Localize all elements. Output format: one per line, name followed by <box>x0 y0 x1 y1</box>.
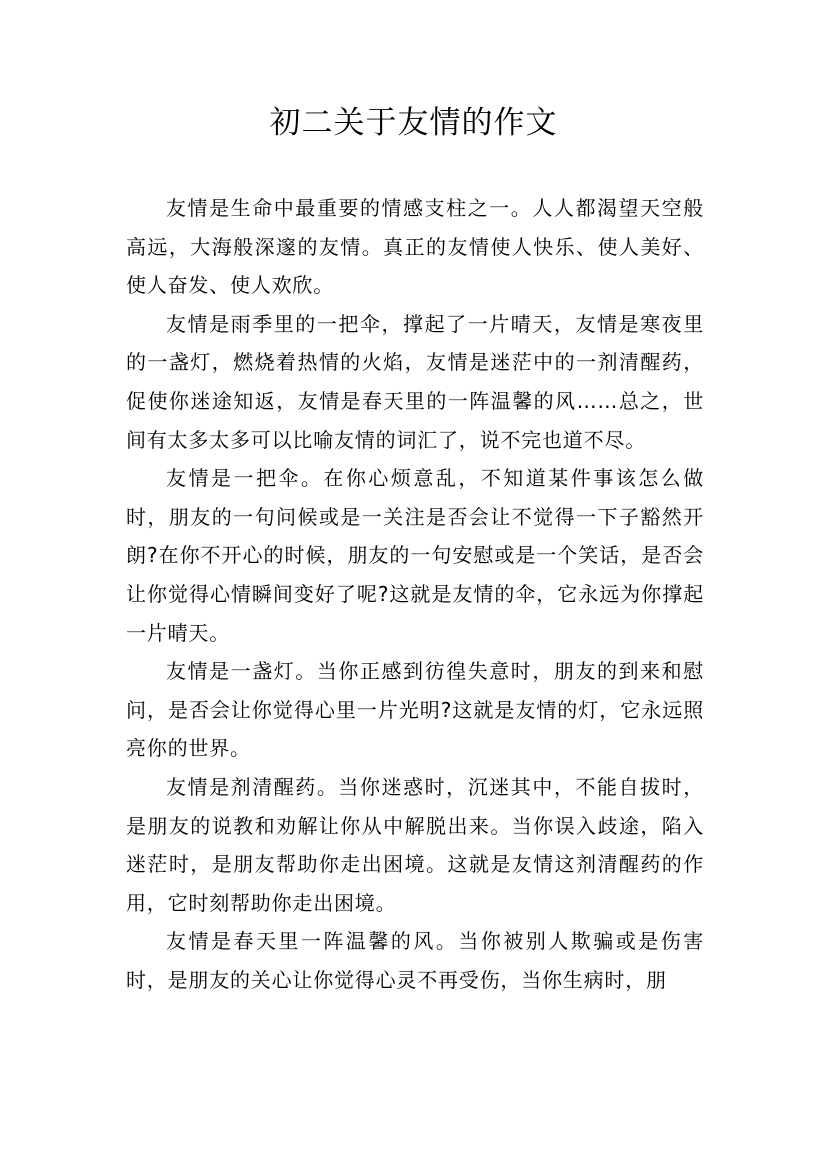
paragraph: 友情是生命中最重要的情感支柱之一。人人都渴望天空般高远，大海般深邃的友情。真正的友情使人快乐、使人美好、使人奋发、使人欢欣。 <box>126 196 704 298</box>
document-body <box>126 189 704 999</box>
document-title: 初二关于友情的作文 <box>269 105 558 141</box>
paragraph: 友情是剂清醒药。当你迷惑时，沉迷其中，不能自拔时，是朋友的说教和劝解让你从中解脱出来。当你误入歧途，陷入迷茫时，是朋友帮助你走出困境。这就是友情这剂清醒药的作用，它时刻帮助你走出困境。 <box>126 774 704 915</box>
paragraph: 友情是雨季里的一把伞，撑起了一片晴天，友情是寒夜里的一盏灯，燃烧着热情的火焰，友情是迷茫中的一剂清醒药，促使你迷途知返，友情是春天里的一阵温馨的风……总之，世间有太多太多可以比喻友情的词汇了，说不完也道不尽。 <box>126 311 704 452</box>
paragraph: 友情是一盏灯。当你正感到彷徨失意时，朋友的到来和慰问，是否会让你觉得心里一片光明?这就是友情的灯，它永远照亮你的世界。 <box>126 659 704 761</box>
paragraph: 友情是春天里一阵温馨的风。当你被别人欺骗或是伤害时，是朋友的关心让你觉得心灵不再受伤，当你生病时，朋 <box>126 929 704 992</box>
paragraph: 友情是一把伞。在你心烦意乱，不知道某件事该怎么做时，朋友的一句问候或是一关注是否会让不觉得一下子豁然开朗?在你不开心的时候，朋友的一句安慰或是一个笑话，是否会让你觉得心情瞬间变好了呢?这就是友情的伞，它永远为你撑起一片晴天。 <box>126 466 704 645</box>
